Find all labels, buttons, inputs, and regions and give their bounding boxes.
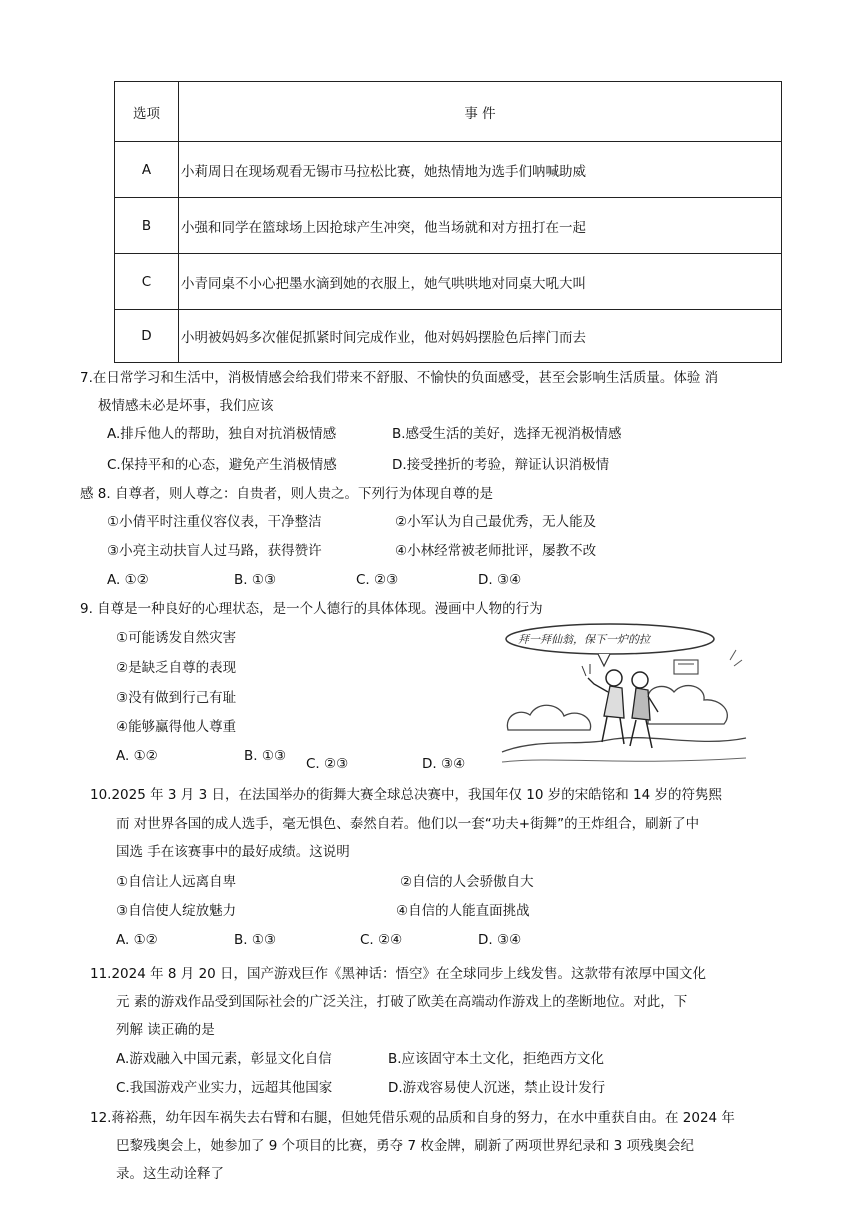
q11-option-c: C.我国游戏产业实力，远超其他国家 [116,1080,333,1096]
row-option: C [115,254,179,310]
table-row [115,198,782,254]
q8-statement-3: ③小亮主动扶盲人过马路，获得赞许 [107,543,322,559]
table-row [115,310,782,363]
row-event: 小强和同学在篮球场上因抢球产生冲突，他当场就和对方扭打在一起 [179,198,782,254]
cartoon-caption: 拜一拜仙翁，保下一炉的拉 [518,633,650,646]
q9-statement-4: ④能够赢得他人尊重 [116,719,237,735]
q12-stem-line2: 巴黎残奥会上，她参加了 9 个项目的比赛，勇夺 7 枚金牌，刷新了两项世界纪录和 3 项残奥会纪 [116,1138,695,1154]
row-event: 小明被妈妈多次催促抓紧时间完成作业，他对妈妈摆脸色后摔门而去 [179,310,782,363]
q10-stem-line2: 而 对世界各国的成人选手，毫无惧色、泰然自若。他们以一套“功夫+街舞”的王炸组合，刷新了中 [116,816,700,832]
table-row [115,254,782,310]
q10-option-c: C. ②④ [360,932,403,948]
table-row [115,142,782,198]
q9-option-b: B. ①③ [244,748,287,764]
q10-statement-3: ③自信使人绽放魅力 [116,903,237,919]
q9-option-d: D. ③④ [422,756,466,772]
q10-option-a: A. ①② [116,932,158,948]
q7-option-d: D.接受挫折的考验，辩证认识消极情 [392,457,610,473]
q9-statement-3: ③没有做到行己有耻 [116,690,237,706]
q10-statement-1: ①自信让人远离自卑 [116,874,237,890]
q10-stem-line3: 国选 手在该赛事中的最好成绩。这说明 [116,844,350,860]
table-header-row [115,82,782,142]
q9-statement-2: ②是缺乏自尊的表现 [116,660,237,676]
q9-statement-1: ①可能诱发自然灾害 [116,630,237,646]
q10-statement-2: ②自信的人会骄傲自大 [400,874,534,890]
q10-stem-line1: 10.2025 年 3 月 3 日，在法国举办的街舞大赛全球总决赛中，我国年仅 10 岁的宋皓铭和 14 岁的符隽熙 [90,787,722,803]
row-event: 小莉周日在现场观看无锡市马拉松比赛，她热情地为选手们呐喊助威 [179,142,782,198]
q9-stem: 9. 自尊是一种良好的心理状态，是一个人德行的具体体现。漫画中人物的行为 [80,601,543,617]
q11-option-b: B.应该固守本土文化，拒绝西方文化 [388,1051,605,1067]
q8-option-d: D. ③④ [478,572,522,588]
q7-option-a: A.排斥他人的帮助，独自对抗消极情感 [107,426,337,442]
q11-stem-line3: 列解 读正确的是 [116,1022,215,1038]
row-option: B [115,198,179,254]
header-event: 事 件 [179,82,782,142]
header-option: 选项 [115,82,179,142]
cartoon-illustration-icon [498,620,750,770]
q8-statement-4: ④小林经常被老师批评，屡教不改 [395,543,597,559]
row-event: 小青同桌不小心把墨水滴到她的衣服上，她气哄哄地对同桌大吼大叫 [179,254,782,310]
q7-option-b: B.感受生活的美好，选择无视消极情感 [392,426,622,442]
q8-statement-1: ①小倩平时注重仪容仪表，干净整洁 [107,514,322,530]
q8-stem: 感 8. 自尊者，则人尊之：自贵者，则人贵之。下列行为体现自尊的是 [80,486,493,502]
q9-option-a: A. ①② [116,748,158,764]
q11-option-d: D.游戏容易使人沉迷，禁止设计发行 [388,1080,606,1096]
q11-stem-line1: 11.2024 年 8 月 20 日，国产游戏巨作《黑神话：悟空》在全球同步上线发售。这款带有浓厚中国文化 [90,966,707,982]
row-option: A [115,142,179,198]
q8-option-b: B. ①③ [234,572,277,588]
q12-stem-line1: 12.蒋裕燕，幼年因车祸失去右臂和右腿，但她凭借乐观的品质和自身的努力，在水中重获自由。在 2024 年 [90,1110,735,1126]
q10-option-d: D. ③④ [478,932,522,948]
q10-option-b: B. ①③ [234,932,277,948]
q8-option-a: A. ①② [107,572,149,588]
q8-statement-2: ②小军认为自己最优秀，无人能及 [395,514,597,530]
q7-option-c: C.保持平和的心态，避免产生消极情感 [107,457,337,473]
q7-stem-line2: 极情感未必是坏事，我们应该 [98,398,274,414]
q11-option-a: A.游戏融入中国元素，彰显文化自信 [116,1051,332,1067]
q9-option-c: C. ②③ [306,756,349,772]
q12-stem-line3: 录。这生动诠释了 [116,1166,224,1182]
row-option: D [115,310,179,363]
q10-statement-4: ④自信的人能直面挑战 [396,903,530,919]
q11-stem-line2: 元 素的游戏作品受到国际社会的广泛关注，打破了欧美在高端动作游戏上的垄断地位。对此，下 [116,994,688,1010]
q7-stem-line1: 7.在日常学习和生活中，消极情感会给我们带来不舒服、不愉快的负面感受，甚至会影响生活质量。体验 消 [80,370,719,386]
q8-option-c: C. ②③ [356,572,399,588]
event-table [114,81,782,363]
